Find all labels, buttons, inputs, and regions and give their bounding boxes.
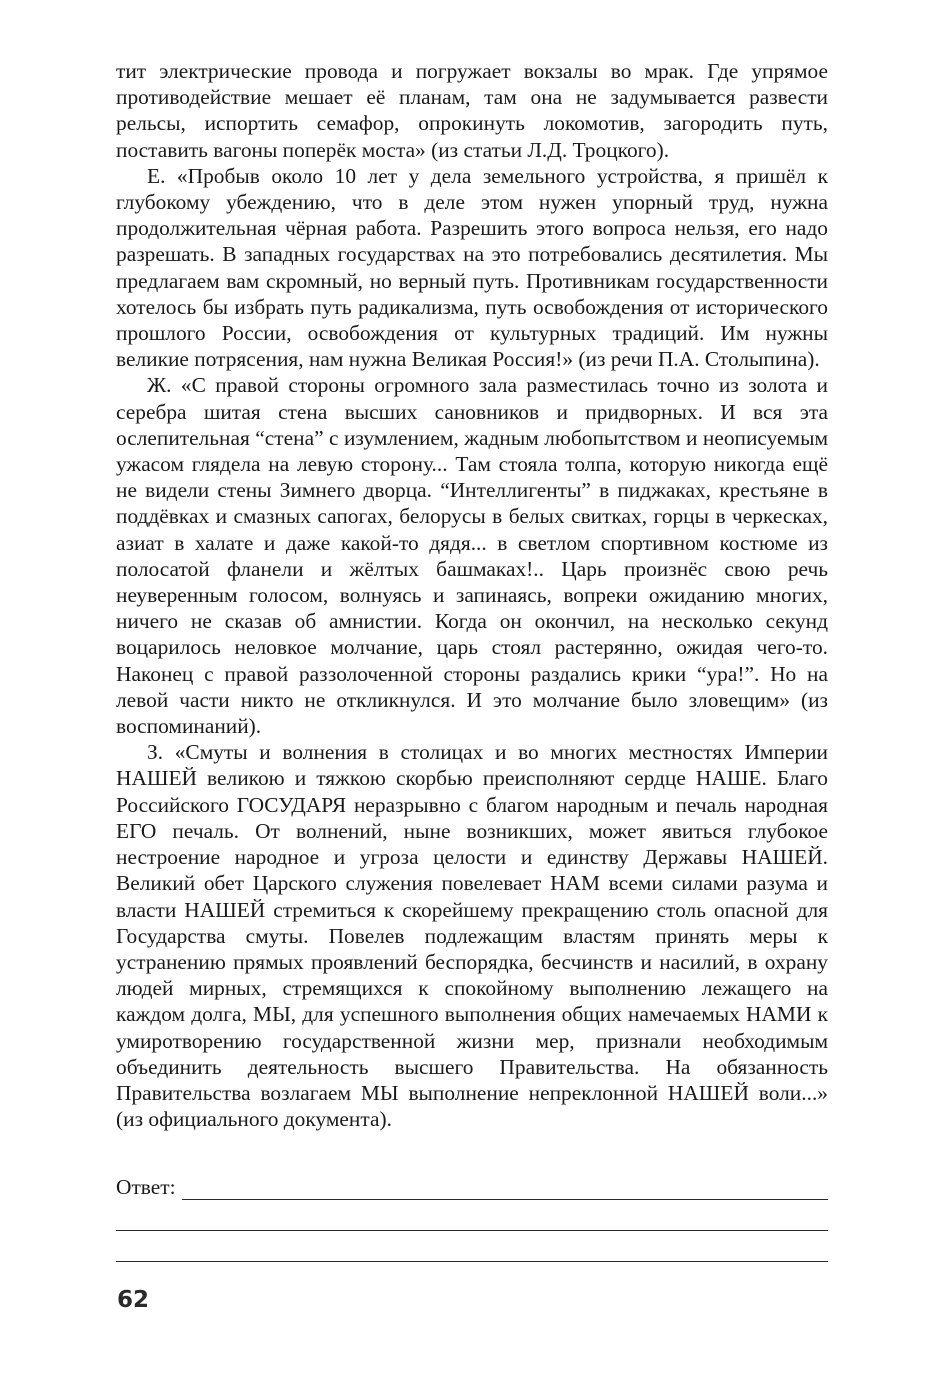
page-number: 62 [117, 1287, 150, 1313]
document-body [116, 58, 828, 1132]
paragraph-continuation: тит электрические провода и погружает вокзалы во мрак. Где упрямое противодействие мешает её планам, там она не задумывается развести рельсы, испортить семафор, опрокинуть локомотив, загородить путь, поставить вагоны поперёк моста» (из статьи Л.Д. Троцкого). [116, 59, 828, 162]
answer-line-1[interactable] [182, 1179, 828, 1200]
answer-line-2[interactable] [116, 1230, 828, 1231]
answer-first-row [116, 1174, 828, 1200]
paragraph-e-stolypin: Е. «Пробыв около 10 лет у дела земельного устройства, я пришёл к глубокому убеждению, что в деле этом нужен упорный труд, нужна продолжительная чёрная работа. Разрешить этого вопроса нельзя, его надо разрешать. В западных государствах на это потребовались десятилетия. Мы предлагаем вам скромный, но верный путь. Противникам государственности хотелось бы избрать путь радикализма, путь освобождения от исторического прошлого России, освобождения от культурных традиций. Им нужны великие потрясения, нам нужна Великая Россия!» (из речи П.А. Столыпина). [116, 163, 828, 372]
answer-label: Ответ: [116, 1175, 176, 1199]
answer-section [116, 1174, 828, 1262]
answer-line-3[interactable] [116, 1261, 828, 1262]
paragraph-z-official-document: З. «Смуты и волнения в столицах и во многих местностях Империи НАШЕЙ великою и тяжкою скорбью преисполняют сердце НАШЕ. Благо Российского ГОСУДАРЯ неразрывно с благом народным и печаль народная ЕГО печаль. От волнений, ныне возникших, может явиться глубокое нестроение народное и угроза целости и единству Державы НАШЕЙ. Великий обет Царского служения повелевает НАМ всеми силами разума и власти НАШЕЙ стремиться к скорейшему прекращению столь опасной для Государства смуты. Повелев подлежащим властям принять меры к устранению прямых проявлений беспорядка, бесчинств и насилий, в охрану людей мирных, стремящихся к спокойному выполнению лежащего на каждом долга, МЫ, для успешного выполнения общих намечаемых НАМИ к умиротворению государственной жизни мер, признали необходимым объединить деятельность высшего Правительства. На обязанность Правительства возлагаем МЫ выполнение непреклонной НАШЕЙ воли...» (из официального документа). [116, 740, 828, 1132]
paragraph-zh-memoirs: Ж. «С правой стороны огромного зала разместилась точно из золота и серебра шитая стена высших сановников и придворных. И вся эта ослепительная “стена” с изумлением, жадным любопытством и неописуемым ужасом глядела на левую сторону... Там стояла толпа, которую никогда ещё не видели стены Зимнего дворца. “Интеллигенты” в пиджаках, крестьяне в поддёвках и смазных сапогах, белорусы в белых свитках, горцы в черкесках, азиат в халате и даже какой-то дядя... в светлом спортивном костюме из полосатой фланели и жёлтых башмаках!.. Царь произнёс свою речь неуверенным голосом, волнуясь и запинаясь, вопреки ожиданию многих, ничего не сказав об амнистии. Когда он окончил, на несколько секунд воцарилось неловкое молчание, царь стоял растерянно, ожидая чего-то. Наконец с правой раззолоченной стороны раздались крики “ура!”. Но на левой части никто не откликнулся. И это молчание было зловещим» (из воспоминаний). [116, 373, 828, 739]
